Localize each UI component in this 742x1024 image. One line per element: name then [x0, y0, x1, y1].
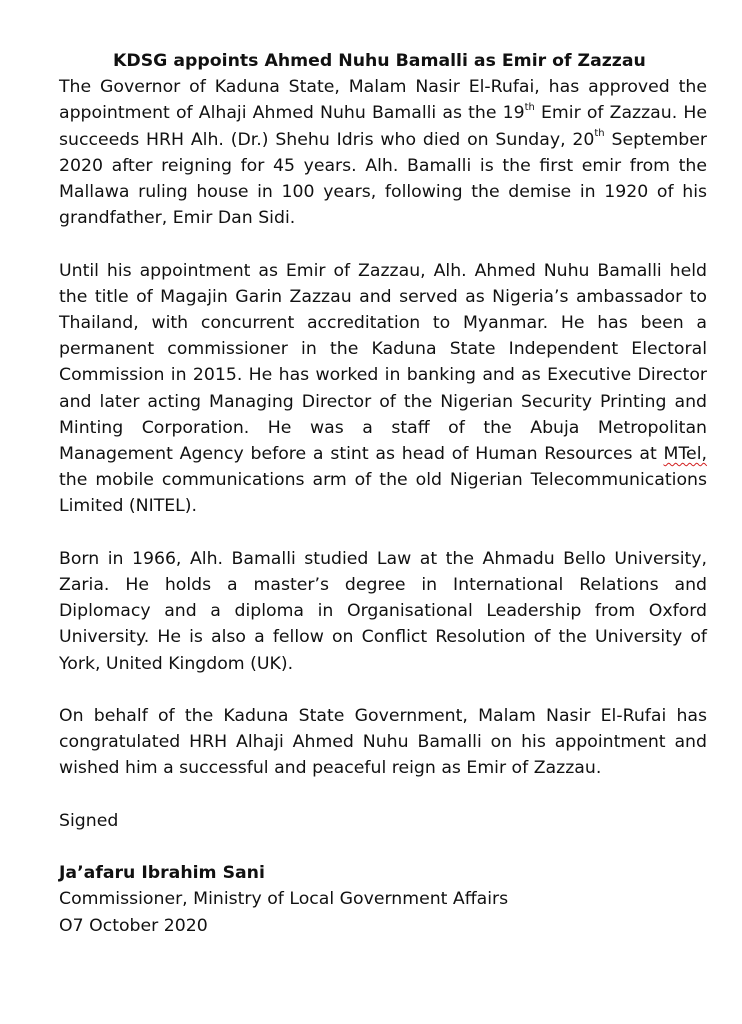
signed-label: Signed	[59, 810, 119, 831]
signature-block	[59, 860, 707, 939]
p2-text-a: Until his appointment as Emir of Zazzau, Alh. Ahmed Nuhu Bamalli held the title of Magajin Garin Zazzau and served as Nigeria’s ambassador to Thailand, with concurrent accreditation to Myanmar. He has been a permanent commissioner in the Kaduna State Independent Electoral Commission in 2015. He has worked in banking and as Executive Director and later acting Managing Director of the Nigerian Security Printing and Minting Corporation. He was a staff of the Abuja Metropolitan Management Agency before a stint as head of Human Resources at	[59, 260, 707, 465]
document-title: KDSG appoints Ahmed Nuhu Bamalli as Emir of Zazzau	[113, 51, 646, 71]
paragraph-congratulations: On behalf of the Kaduna State Government, Malam Nasir El-Rufai has congratulated HRH Alhaji Ahmed Nuhu Bamalli on his appointment and wished him a successful and peaceful reign as Emir of Zazzau.	[59, 706, 707, 779]
p1-ordinal-suffix: th	[524, 101, 535, 113]
paragraph-appointment	[59, 74, 707, 231]
p1-text-c: September 2020 after reigning for 45 years. Alh. Bamalli is the first emir from the Mallawa ruling house in 100 years, following the demise in 1920 of his grandfather, Emir Dan Sidi.	[59, 129, 707, 229]
p1-text-b: Emir of Zazzau. He succeeds HRH Alh. (Dr.) Shehu Idris who died on Sunday, 20	[59, 103, 707, 150]
paragraph-education: Born in 1966, Alh. Bamalli studied Law at the Ahmadu Bello University, Zaria. He holds a master’s degree in International Relations and Diplomacy and a diploma in Organisational Leadership from Oxford University. He is also a fellow on Conflict Resolution of the University of York, United Kingdom (UK).	[59, 548, 707, 674]
signatory-role: Commissioner, Ministry of Local Government Affairs	[59, 889, 509, 910]
p1-text-a: The Governor of Kaduna State, Malam Nasir El-Rufai, has approved the appointment of Alhaji Ahmed Nuhu Bamalli as the 19	[59, 77, 707, 124]
press-release	[59, 48, 707, 939]
signatory-name: Ja’afaru Ibrahim Sani	[59, 863, 265, 884]
spellcheck-flagged-word: MTel,	[663, 444, 707, 465]
paragraph-career	[59, 258, 707, 520]
p1-date-suffix: th	[594, 127, 605, 139]
signature-date: O7 October 2020	[59, 915, 208, 936]
p2-text-b: the mobile communications arm of the old Nigerian Telecommunications Limited (NITEL).	[59, 470, 707, 517]
